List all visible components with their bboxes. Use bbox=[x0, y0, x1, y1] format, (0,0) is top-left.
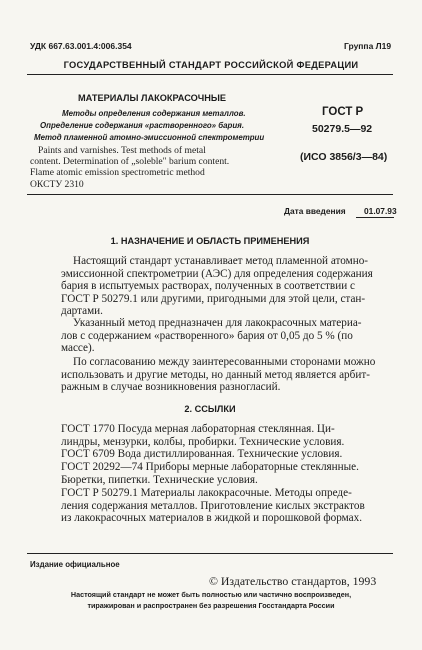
p1-line-4: ГОСТ Р 50279.1 или другими, пригодными для этой цели, стан- bbox=[61, 292, 366, 305]
p3-line-3: ражным в случае возникновения разногласий. bbox=[61, 381, 281, 394]
udk-code: УДК 667.63.001.4:006.354 bbox=[30, 41, 132, 51]
ref-4-line-1: ГОСТ Р 50279.1 Материалы лакокрасочные. Методы опреде- bbox=[61, 487, 352, 499]
standard-title: ГОСУДАРСТВЕННЫЙ СТАНДАРТ РОССИЙСКОЙ ФЕДЕРАЦИИ bbox=[63, 60, 359, 70]
en-title-line-1: Paints and varnishes. Test methods of metal bbox=[38, 145, 206, 156]
en-title-line-2: content. Determination of „soleble" barium content. bbox=[30, 156, 230, 167]
ref-2-line-1: ГОСТ 6709 Вода дистиллированная. Технические условия. bbox=[61, 448, 343, 460]
reference-gost-20292 bbox=[61, 461, 387, 486]
section-1-heading: 1. НАЗНАЧЕНИЕ И ОБЛАСТЬ ПРИМЕНЕНИЯ bbox=[110, 236, 310, 246]
reproduction-notice-line-2: тиражирован и распространен без разрешения Госстандарта России bbox=[87, 601, 335, 610]
p1-line-2: эмиссионной спектрометрии (АЭС) для определения содержания bbox=[61, 267, 373, 280]
intro-date-value: 01.07.93 bbox=[364, 206, 397, 216]
ref-4-line-3: из лакокрасочных материалов в жидкой и порошковой формах. bbox=[61, 512, 362, 525]
official-edition: Издание официальное bbox=[30, 560, 120, 569]
iso-reference: (ИСО 3856/3—84) bbox=[300, 151, 388, 163]
p2-line-3: массе). bbox=[61, 342, 95, 355]
ref-3-line-1: ГОСТ 20292—74 Приборы мерные лабораторные стеклянные. bbox=[61, 461, 359, 473]
reference-gost-r-50279-1 bbox=[61, 487, 387, 525]
materials-title: МАТЕРИАЛЫ ЛАКОКРАСОЧНЫЕ bbox=[78, 93, 226, 103]
p3-line-1: По согласованию между заинтересованными сторонами можно bbox=[73, 356, 376, 368]
section-1-paragraph-2 bbox=[61, 317, 387, 355]
reproduction-notice-line-1: Настоящий стандарт не может быть полностью или частично воспроизведен, bbox=[70, 590, 352, 599]
gost-number: 50279.5—92 bbox=[312, 123, 373, 135]
p1-line-1: Настоящий стандарт устанавливает метод пламенной атомно- bbox=[73, 255, 369, 267]
section-1-paragraph-1 bbox=[61, 255, 387, 318]
footer-rule bbox=[27, 553, 393, 554]
section-1-paragraph-3 bbox=[61, 356, 387, 394]
gost-label: ГОСТ Р bbox=[322, 106, 364, 118]
en-title-line-3: Flame atomic emission spectrometric method bbox=[30, 167, 205, 178]
intro-date-underline bbox=[356, 217, 394, 218]
group-code: Группа Л19 bbox=[344, 41, 392, 51]
p3-line-2: использовать и другие методы, но данный метод является арбит- bbox=[61, 368, 370, 381]
ref-3-line-2: Бюретки, пипетки. Технические условия. bbox=[61, 473, 258, 486]
reference-gost-6709 bbox=[61, 448, 387, 461]
reference-gost-1770 bbox=[61, 423, 387, 448]
p1-line-5: дартами. bbox=[61, 305, 103, 318]
ref-1-line-2: линдры, мензурки, колбы, пробирки. Технические условия. bbox=[61, 435, 345, 448]
ref-4-line-2: ления содержания металлов. Приготовление кислых экстрактов bbox=[61, 499, 365, 512]
p2-line-1: Указанный метод предназначен для лакокрасочных материа- bbox=[73, 317, 362, 329]
header-rule bbox=[27, 74, 393, 75]
copyright-notice: © Издательство стандартов, 1993 bbox=[209, 574, 377, 588]
intro-date-label: Дата введения bbox=[284, 206, 346, 216]
section-2-heading: 2. ССЫЛКИ bbox=[184, 404, 236, 414]
ru-title-line-1: Методы определения содержания металлов. bbox=[62, 109, 246, 118]
ru-title-line-2: Определение содержания «растворенного» бария. bbox=[40, 121, 245, 130]
okstu-code: ОКСТУ 2310 bbox=[30, 179, 84, 190]
ref-1-line-1: ГОСТ 1770 Посуда мерная лабораторная стеклянная. Ци- bbox=[61, 423, 335, 435]
p1-line-3: бария в испытуемых растворах, полученных в соответствии с bbox=[61, 280, 355, 293]
title-block-rule bbox=[27, 194, 393, 195]
ru-title-line-3: Метод пламенной атомно-эмиссионной спектрометрии bbox=[34, 133, 265, 142]
p2-line-2: лов с содержанием «растворенного» бария от 0,05 до 5 % (по bbox=[61, 329, 353, 342]
